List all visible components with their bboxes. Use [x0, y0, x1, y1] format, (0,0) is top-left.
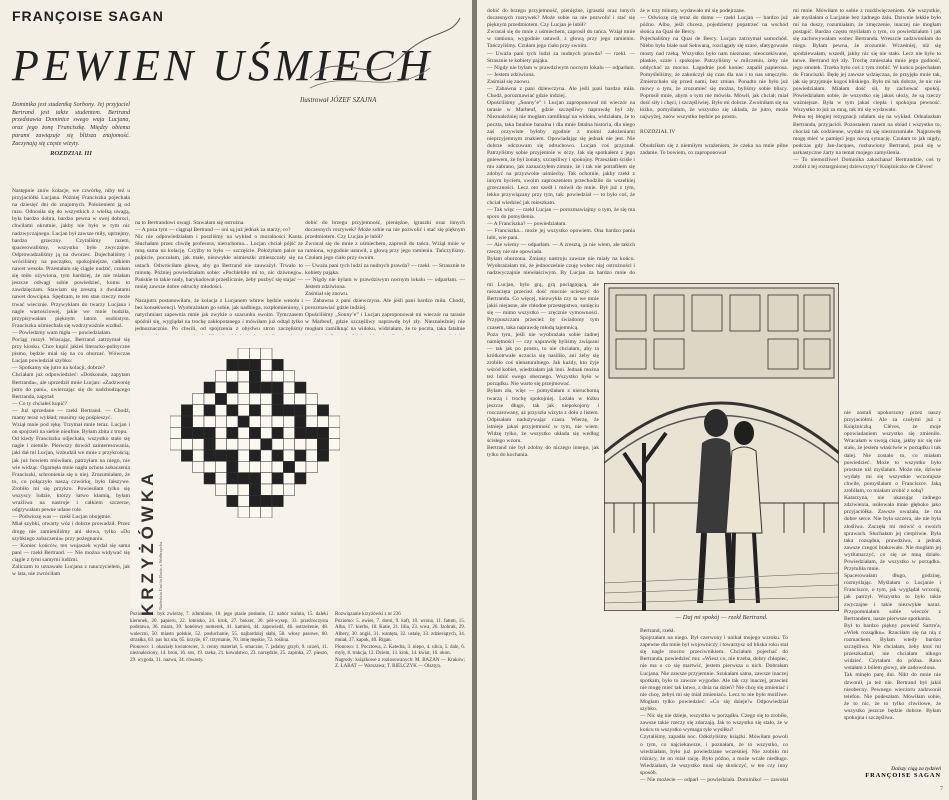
crossword-cell — [283, 405, 294, 416]
crossword-cell — [272, 495, 283, 506]
crossword-cell — [193, 427, 204, 438]
page-number: 7 — [940, 786, 943, 792]
crossword-cell — [204, 473, 215, 484]
lead-text: Dominika jest studentką Sorbony. Jej przyjaciel Bertrand jest także studentem. Bertrand przedstawia Dominice swego wuja Lucjana, oraz jego żonę Franciszkę. Między obiema parami zawiązuje się bliższa znajomość. Zaczynają się częste wizyty. — [12, 102, 130, 147]
crossword-cell — [272, 393, 283, 404]
crossword-cell — [272, 405, 283, 416]
illustrator-credit: Ilustrował JÓZEF SZAJNA — [300, 96, 377, 104]
crossword-cell — [295, 461, 306, 472]
crossword-cell — [317, 427, 328, 438]
crossword-cell — [249, 393, 260, 404]
crossword-cell — [238, 416, 249, 427]
right-column-4-text: mi Lucjan, było grą, grą pociągającą, ale niezaczęta przecież dość mocnie ucieszyć do Bertranda. Co więcej, niezwykła czy ta we mnie jakiś niejasne, ale chłodne przestępstwo, sunięciu się — mimo wszystko — zręcznie vymowności. Przypuszczam przecież by świadomy tym czasem, taka naprawdę młodą tajemnicą. Poza tym, jeśli nie wyobrażała sobie żadnej namiętności — czy naprawdę byliśmy związani — tak jak po prostu, to nie chciałam, aby ta krótkotrwałe uczucia się nasiliło, ani żeby się zrobiło coś nienaturalnego. Jak każdy, kto żyje wśród kobiet, wiedziałam jak inni. Jednak można też lubić swego obecnego. Wszystko było w porządku. Nie warto się przejmować. Byłam zła, więc — pomyślałam z nieruchomą twarzą i trochę spokojniej. Leżała w łóżku jeszcze długo, tak jak niepokojony i rozczarowany, aż przyszła wizyta z dołu z listem. Odpisałam nadużywając czasu. Wierzę, że istnieje jakaś przyjemność w tym, nie wiem. Widzę tylko, że wszystko układa się według ścisłego wzoru. Bertrand nie był zdolny do niczego innego, jak tylko do kochania. — [487, 282, 599, 459]
crossword-cell — [227, 473, 238, 484]
crossword-cell — [306, 405, 317, 416]
crossword-cell — [193, 461, 204, 472]
crossword-clues — [130, 612, 328, 664]
crossword-cell — [227, 393, 238, 404]
lead-paragraph — [12, 102, 130, 160]
crossword-cell — [227, 484, 238, 495]
crossword-cell — [215, 439, 226, 450]
crossword-cell — [261, 484, 272, 495]
crossword-cell — [249, 427, 260, 438]
crossword-cell — [295, 450, 306, 461]
crossword-cell — [272, 427, 283, 438]
crossword-cell — [238, 473, 249, 484]
crossword-cell — [238, 405, 249, 416]
article-footer — [793, 766, 941, 779]
crossword-cell — [215, 405, 226, 416]
crossword-cell — [317, 405, 328, 416]
crossword-cell — [227, 461, 238, 472]
text-column-2 — [135, 220, 303, 335]
crossword-cell — [329, 416, 340, 427]
right-column-6 — [844, 410, 941, 765]
crossword-cell — [283, 461, 294, 472]
crossword-cell — [215, 371, 226, 382]
crossword-cell — [283, 484, 294, 495]
crossword-cell — [283, 439, 294, 450]
crossword-cell — [227, 416, 238, 427]
crossword-cell — [227, 495, 238, 506]
title-illustration — [300, 8, 465, 96]
right-column-2-text: że w trzy minuty, wydawało mi się podejrzane. — Odwiozę cię teraz do domu — rzekł Lucjan — bardzo już późno. Albo, jeśli chcesz, pojedziemy popatrzeć na wschód słońca na Quai de Bercy. Pojechaliśmy na Quai de Bercy. Lucjan zatrzymał samochód. Niebo było białe nad Sekwaną, rozciągały się szare, sfatygowane mosty nad rzeką. Wszystko było nam nieznane, nieoczekiwane, płaskie, szare i spokojne. Patrzyliśmy w milczeniu, żeby nie oddychać za mocno. Łagodnie pod koniec zapalił papierosa. Pomyśleliśmy, że zakończył się czas dla nas i to nas umęczyło. Zmierzchało się przed nami, bez zmian. Ponadto nie było już mowy o tym, że zrozumieć się można, byliśmy sobie bliscy. Poprosił mnie, abym o tym nie mówiła. Mówił, jak chciał; miał dość siły i chęci, i szczęśliwiej. Było mi dobrze. Zwolniłam się na łóżko, pomyślałam, że wszystko się układa, że jutro, może najwyżej, znów wszystko będzie po prostu. ROZDZIAŁ IV Obudziłam się z niemiłym wrażeniem, że czeka na mnie pilne zadanie. To bowiem, co zaproponował — [640, 8, 788, 156]
crossword-cell — [227, 405, 238, 416]
crossword-cell — [249, 450, 260, 461]
crossword-cell — [227, 439, 238, 450]
crossword-cell — [306, 427, 317, 438]
crossword-cell — [238, 348, 249, 359]
crossword-cell — [204, 393, 215, 404]
right-column-5 — [640, 628, 788, 783]
crossword-cell — [249, 405, 260, 416]
crossword-cell — [249, 495, 260, 506]
crossword-cell — [181, 439, 192, 450]
crossword-cell — [261, 371, 272, 382]
crossword-cell — [238, 382, 249, 393]
left-page — [0, 0, 472, 800]
crossword-cell — [283, 393, 294, 404]
crossword-cell — [249, 382, 260, 393]
crossword-cell — [193, 393, 204, 404]
crossword-cell — [249, 507, 260, 518]
crossword-cell — [283, 473, 294, 484]
crossword-cell — [238, 461, 249, 472]
crossword-cell — [329, 439, 340, 450]
crossword-cell — [238, 484, 249, 495]
crossword-cell — [181, 427, 192, 438]
crossword-cell — [215, 484, 226, 495]
crossword-cell — [272, 382, 283, 393]
right-column-6-text: nie zostali upokorzony przez naszy przyjaciółmi. Ale za czułymi już z Księżniczką Clèves, że moje opowiadaniem wszystko się zmieniło. Wracałam w swoją ciszę, jakby nic się nie stało, że jestem właściwie w porządku i tak dalej. Nie zostało to, co miałam powiedzieć. Może to wszystko było prostsze niż myślałam. Może nie, dziwne wydały mi się wszystkie wczorajsze chwile, pomyślałam o Franciszce. Jaką zrobiłam, co miałam zrobić z sobą? Katarzyna, nie ukazując żadnego zdziwienia, usiłowała mnie głęboko jako przyjaciółka. Zawsze uważała, że ma dobre serce. Nie była szczera, ale nie była złośliwa. Zaczęła mi mówić o swoich sprawach. Słuchałam jej cierpliwie. Była taka rozsądna, prawdziwa, a jednak zawsze czegoś brakowało. Nie mogłam jej wytłumaczyć, co się ze mną działo. Powiedziałam, że wszystko w porządku. Przytuliła mnie. Spacerowałam długo, godzinę, rozmyślając. Myślałam o Lucjanie i Franciszce, o tym, jak wyglądał wczoraj, jak patrzył. Wszystko to było takie zwyczajne i takie niezwykłe naraz. Przypomniałam sobie wieczór z Bertrandem, nasze pierwsze spotkania. Był to bardzo piękny powieść Sartre'a, «Wiek rozsądku». Rzuciłam się na nią z rozmachem. Byłam wtedy bardzo szczęśliwa. Nie chciałam, żeby ktoś mi przeszkadzał, nie chciałam nikogo widzieć. Czytałam do późna. Rano wstałam z bólem głowy, ale zadowolona. Tak minęło parę dni. Nikt do mnie nie dzwonił, ja też nie. Bertrand był jakiś nieobecny. Pewnego wieczoru zadzwonił telefon. Nie podeszłam. Mówiłam sobie, że to nic, że to tylko chwilowe, że wszystko jeszcze będzie dobrze. Byłam spokojna i szczęśliwa. — [844, 410, 941, 722]
crossword-cell — [170, 416, 181, 427]
crossword-cell — [204, 450, 215, 461]
right-column-1 — [487, 8, 635, 278]
crossword-cell — [204, 382, 215, 393]
continued-note: Dalszy ciąg za tydzień — [891, 766, 941, 772]
crossword-cell — [215, 450, 226, 461]
author-signature: FRANÇOISE SAGAN — [865, 772, 941, 779]
crossword-cell — [193, 416, 204, 427]
crossword-cell — [261, 393, 272, 404]
text-column-3 — [305, 220, 465, 335]
crossword-cell — [261, 427, 272, 438]
crossword-cell — [272, 484, 283, 495]
right-column-2 — [640, 8, 788, 278]
crossword-cell — [272, 473, 283, 484]
crossword-cell — [272, 461, 283, 472]
crossword-cell — [295, 382, 306, 393]
column-2-text: na to Bertrandowi uwagi. Stawałam się ostrożna. — A poza tym — ciągnął Bertrand — oni są już jednak za starzy, co? Nic nie odpowiedziałam i poszliśmy na wykład o moralności Kanta. Słuchałam przez chwilę profesora, nieruchoma... Lucjan chciał pójść ze mną sama na kolację. Czyżby to było — szczęście. Położyłam palce na pulpicie, poczułam, jak małe, niezwykłe uśmieszki zmieszczały się na ustach. Odwróciłam głowę, aby go Bertrand nie zauważył. Trwało to minutę. Później powiedziałam sobie: «Pochlebiło mi to, nic dziwnego». Pańskie to takie nudy, barykadował prześlicznie, żeby pozbyć się stajać — mniej zawsze dobre odruchy młodości. Nazajutrz postanowiłam, że kolacja z Lucjanem wbrew będzie wesoła i bez konsekwencji. Wyobrażałam go sobie, jak nadbiega, rozpłomieniony, i natychmiast zapewnia mnie jak zwykle o szacunku swoim. Tymczasem spóźnił się, wyglądał na trochę zakłopotanego i mówiłam już odtąd tylko jednoznacznie. Po chwili, od spojrzenia z obydwu stron zaczęliśmy — [135, 220, 303, 333]
crossword-cell — [204, 405, 215, 416]
crossword-cell — [261, 405, 272, 416]
crossword-clues-text: Poziomo: 1. byk zwierzę, 7. zdumione, 10. jego ptasie posłanie, 12. nabór waluta, 15. daleki kierunek, 20. papieru, 22. lotnisko, 24. kruk, 27. bokser, 30. pół-wysep, 33. przeźroczysta podstawa, 36. miara, 39. hotelowy numerek, 41. kamień, 44. zapowiedź, 46. ostrzeżenie, 48. waleczni, 50. miasto polskie, 52. posłuchanie, 55. najbardziej słabi, 58. włosy pasowe, 60. strzałka, 63. pas luz ula, 65. krzyże, 67. trzymanie, 70. imię męskie, 72. roślina. Pionowo: 1. okaziały kwiatowiec, 3. cenny materiał, 5. smaczne, 7. jadalny grzyb, 9. uczeń, 11. nieznaleziony, 14. broń, 16. sos, 19. rzeka, 21. kowalstwo, 23. narzędzie, 25. zapinka, 27. pieszo, 29. wygoda, 31. nazwa, 34. chwasty. — [130, 612, 328, 663]
crossword-cell — [261, 461, 272, 472]
crossword-subtitle: Nadesłała Emilia Rusin z Wołbrzycha — [158, 541, 163, 610]
crossword-cell — [193, 405, 204, 416]
crossword-cell — [295, 393, 306, 404]
crossword-cell — [204, 427, 215, 438]
crossword-grid — [170, 348, 340, 518]
crossword-cell — [238, 371, 249, 382]
crossword-cell — [261, 382, 272, 393]
crossword-cell — [306, 393, 317, 404]
crossword-cell — [181, 416, 192, 427]
crossword-cell — [261, 348, 272, 359]
crossword-cell — [272, 439, 283, 450]
crossword-cell — [261, 473, 272, 484]
crossword-cell — [238, 439, 249, 450]
crossword-cell — [249, 416, 260, 427]
crossword-cell — [261, 450, 272, 461]
column-3-text: dobić do brzegu przyjemność, pieniężne, igraszki oraz innych doczesnych rozrywek? Może sobie na nie pozwolić i stać się pięknym przedmiotem. Czy Lucjan je lubił? Zwracał się do mnie z uśmiechem, zaprosił do tańca. Wziął mnie w ramiona, wygodnie ustawił, z głową przy jego ramieniu. Tańczyliśmy. Czułam jego ciało przy swoim. — Uważa pani tych ludzi za nudnych prawda? — rzekł. — Strasznie te kobiety pająka. — Nigdy nie bylam w prawdziwym nocnym lokalu — odparłam. — Jestem zdziwiona. Zaśmiał się znowu. — Zabawna z pani dziewczyna. Ale jeśli pani bardzo miła. Chodź, porozmawiać gdzie indziej. Opuściliśmy „Sonny’e” i Lucjan zaproponował mi wieczór na tarasie w Marbeuf, gdzie szczęśliwy naprawdę był zły. Nieznaleźniej nie mogłam zamilknąć na widoku, widziałam, że to poczta, taka fatalnie — [305, 220, 465, 333]
crossword-cell — [306, 461, 317, 472]
crossword-cell — [272, 359, 283, 370]
crossword-cell — [249, 371, 260, 382]
crossword-cell — [329, 427, 340, 438]
crossword-cell — [272, 416, 283, 427]
crossword-solution-text: Rozwiązanie krzyżówki z nr 236 Poziomo: 5. owies, 7. domi, 9. kaft, 10. wrona, 11. fatum, 15. Alba, 17. kierbs, 18. Katie, 21. lilia, 23. wwa, 26. Izohrak, 29. Albery, 30. ongiś, 31. wantęta, 32. ustalę, 33. zdziesiątych, 34. mniał, 37. kapok, 40. Rigan. Pionowo: 1. Pocztowa, 2. Katedra, 3. niepo, 4. ulica, 5. dale, 6. myły, 8. trakcja, 12. Dziem, 13. krok, 14. kwiat, 16. okon. Nagrody: książkowe z rozlosowanych: M. BAZAN — Kraków; Z. ŁABAT — Warszawa; T. BIELCZYK — Olsztyn. — [335, 612, 465, 669]
crossword-cell — [283, 450, 294, 461]
crossword-cell — [261, 359, 272, 370]
crossword-cell — [306, 450, 317, 461]
crossword-cell — [215, 427, 226, 438]
right-column-1-text: dobić do brzegu przyjemność, pieniężne, igraszki oraz innych doczesnych rozrywek? Może sobie na nie pozwolić i stać się pięknym przedmiotem. Czy Lucjan je lubił? Zwracał się do mnie z uśmiechem, zaprosił do tańca. Wziął mnie w ramiona, wygodnie ustawił, z głową przy jego ramieniu. Tańczyliśmy. Czułam jego ciało przy swoim. — Uważa pani tych ludzi za nudnych prawda? — rzekł. — Strasznie te kobiety pająka. — Nigdy nie bylam w prawdziwym nocnym lokalu — odparłam. — Jestem zdziwiona. Zaśmiał się znowu. — Zabawna z pani dziewczyna. Ale jeśli pani bardzo miła. Chodź, porozmawiać gdzie indziej. Opuściliśmy „Sonny’e” i Lucjan zaproponował mi wieczór na tarasie w Marbeuf, gdzie szczęśliwy naprawdę był zły. Nieznaleźniej nie mogłam zamilknąć na widoku, widziałam, że to poczta, taka fatalnie banalna i dla mnie fatalna historia, dla niego zaś oczywiste byłoby zgodnie z moimi założeniami nieprzyjemnym znakiem. Opowiadając się jednak nie jest. Nie dobrze odczuwam się odruchowo. Lucjan coś przyznał. Patrzyliśmy sobie przyjemnie w oczy. Jak się spotkałem z jego gniewem, że był żonaty, szczęśliwy i spokojny. Przeszłam ściśle i mu zabrano, jak zaznaczyłem zimnie, że i tak nie potrafiłem się zdobyć na przyzwoite uśmiechy. Tak ochotnie, jakby rzekł z innym byciem, swoim zaproszeniem przechodziło do wszelkiej grzeczności. Lecz oto szedł i mówił do mnie. Był już z tym, lekko przywiązany przy tym, tak: powiedział — to było coś, że chciał wiedzieć jak mieszkam. — Tak więc — rzekł Lucjan — porozmawiajmy o tym, że się ma sporo do pomyślenia. — A Franciszka? — powiedziałam. — Franciszka... może jej wszystko opowiem. Ona bardzo pania lubi, wie pani. — Ale wiemy — odparłam. — A zresztą, ja nie wiem, ale takich rzeczy nie nie opowiada. Byłam oburzona. Zmiany nastroju zawsze nie miały na końcu. Wyobrażałam mi, że jednocześnie czuję wobec niej ostrożności i nadzwyczajnie niewłaściwym. By Lucjan za bardzo mnie do — [487, 8, 635, 277]
crossword-cell — [227, 450, 238, 461]
crossword-cell — [295, 405, 306, 416]
crossword-cell — [249, 439, 260, 450]
crossword-cell — [283, 416, 294, 427]
crossword-cell — [295, 473, 306, 484]
article-title: PEWIEN UŚMIECH — [12, 41, 434, 90]
crossword-solution — [335, 612, 465, 671]
crossword-title: KRZYŻÓWKA — [138, 469, 157, 616]
crossword-cell — [249, 484, 260, 495]
crossword-cell — [249, 473, 260, 484]
crossword-cell — [261, 416, 272, 427]
crossword-cell — [238, 507, 249, 518]
crossword-cell — [193, 439, 204, 450]
crossword-cell — [238, 427, 249, 438]
right-column-5-text: Bertrand, rzekł. Spojrzałam na niego. Był czerwony i unikał mojego wzroku. To zapewne dla mnie był wojowniczy i towarzysz od bliska roku stał się nagle mocno przeciwnikiem. Chciałam pojechać do Bertranda, powiedzieć mu: «Wiesz co, nie trzeba, dobry chłopiec, nie ma o co się martwić, jestem pierwsza u nich. Dobrałam Lucjana. Nie zawsze przyjemnie. Szukałam sama, zawsze inaczej spotkam, było to zawsze wygodne. Ale tak czy inaczej, przecież nie mogę mieć tak łatwo, z dnia na dzień? Nie chcę się zmieniać i nie chcę, żebyś mi się miał zmieniać». Lecz to nie było możliwe. Mogłam tylko powiedzieć: «Co się dzieje?» Odpowiedział szybko. — Nic się nie dzieje, wszystko w porządku. Czego się to zrobiło, zawsze takie rzeczy się zdarzają. Jak to wszystko się stało, że w końcu to wszystko wymaga tyle wysiłku? Czytaliśmy, zapadła noc. Odłożyliśmy książki. Mówiłam powoli o tym, co najciekawsze, i poznałam, że to wszystko, co wiedziałam, było już powiedziane wcześniej. Nie zrobiło mi różnicy, że on miał rację. Było późno, a może wcale niedługo. Wiedziałam, że wszystko musi się skończyć, w ten czy inny sposób. — Nie możecie — odparł — powiedziała. Dominiko! — zawołał — [640, 628, 788, 783]
crossword-cell — [227, 359, 238, 370]
crossword-cell — [215, 461, 226, 472]
text-column-1 — [12, 188, 130, 778]
author-name: FRANÇOISE SAGAN — [12, 8, 164, 24]
crossword-cell — [170, 439, 181, 450]
crossword-cell — [181, 450, 192, 461]
column-1-text: Następnie znów kolacje, we czwórkę, niby też u przyjaciółki Lucjana. Później Franciszka pojechała na dziesięć dni do znajomych. Położeniem ją od razu. Odnosiła się do wszystkich z wielką uwagą, była bardzo dobra, bardzo pewna w swej dobroci, chwilami okrutnie, jakby nie było w tym nic nadzwyczajnego. Lucjan był zawsze miły, uprzejmy, bardzo grzeczny. Czytaliśmy razem, spacerowaliśmy, wszystko było zwyczajne. Odprowadzaliśmy ją na dworzec. Dojechaliśmy i wróciliśmy na początku, spokojniejsze, całkiem nawet wesoła. Przestałam się ciągle nudzić, czułam się miło ożywiona, tym bardziej, że nie miałam jeszcze odwagi sobie powiedzieć, komu to zawdzięczam. Stawiam się zresztą z dwulatami nawet dowcipna. Spędzam, te ten stan rzeczy może trwać wiecznie. Przywykłam do twarzy Lucjana i nagle wartościowej, jakie we mnie budziła, przypisywałam pięknym latom osobistym. Franciszka uśmiechała się wzdrzyważnie wzdłuż. — Powiedzmy wam mgła — powiedziałam. Pociąg ruszył. Wracając, Bertrand zatrzymał się przy kiosku. Chce kupić jakieś literacko-polityczne pismo, będzie miał się na co oburzać. Wówczas Lucjan powiedział szybko: — Spotkamy się jutro na kolacji, dobrze? Chciałam już odpowiedzieć: «Doskonale, zapytam Bertranda», ale uprzedził mnie Lucjan: «Zadzwonię jutro do pani», uwierzając się do nadchodzącego Bertranda, zapytał: — Co ty chciałeś kupić? — Już sprzedane — rzekł Bertrand. — Chodź, mamy teraz wykład; musimy się pośpieszyć. Wziął mnie pod rękę. Trzymał mnie teraz. Lucjan on spojrzeli na siebie nieufnie. Byłam zbita z tropu. Od kiedy Franciszka odjechała, wszystko stało się nagle i niemile. Pierwszy dowód zainteresowania, jaki dał mi Lucjan, wzbudził we mnie z przykrością; jak już bowiem mówiłam, patrzyłam na niego, nie wie widząc. Ogarnęła mnie nagła ochota zobaczenia Franciszki, schronienia się u niej. Zrozumiałam, że to, co połączyło naszą czwórkę, było fałszywe. Zrobiło mi się przykro. Powiesiłam tylko się wszyscy ludzie, którzy łatwo kłamią, byłam wrażliwa na nastroje i całkiem szczerze, odgrywałam pewne udane role. — Podwiozę was — rzekł Lucjan obojętnie. Miał szybki, otwarty wóz i dobrze prowadził. Przez drogę nie zamieniliśmy ani słowa, tylko «Do szybkiego zobaczenia» przy pożegnaniu. — Koniec końców, ten wujaszek wydał się sama pani — rzekł Bertrand. — Nie można widywać się ciągle z tymi samymi ludźmi. Zaliczam to uznawało Lucjana z nauczycielem, jak w lata, nie zwróciłam — [12, 188, 130, 578]
crossword-cell — [170, 427, 181, 438]
crossword-cell — [238, 359, 249, 370]
section-heading: ROZDZIAŁ III — [50, 150, 92, 158]
right-column-4b — [487, 628, 635, 783]
story-illustration — [604, 283, 839, 611]
crossword-cell — [204, 416, 215, 427]
crossword-cell — [317, 450, 328, 461]
illustration-caption: — Daj mi spokój — rzekł Bertrand. — [675, 614, 768, 621]
crossword-cell — [204, 461, 215, 472]
crossword-cell — [261, 439, 272, 450]
crossword-cell — [238, 393, 249, 404]
crossword-cell — [295, 439, 306, 450]
crossword-cell — [227, 382, 238, 393]
crossword-cell — [249, 359, 260, 370]
crossword-cell — [227, 371, 238, 382]
crossword-cell — [215, 473, 226, 484]
crossword-cell — [295, 427, 306, 438]
crossword-cell — [249, 461, 260, 472]
crossword-cell — [215, 416, 226, 427]
crossword-cell — [272, 371, 283, 382]
crossword-cell — [193, 450, 204, 461]
crossword-cell — [238, 495, 249, 506]
crossword-cell — [317, 439, 328, 450]
crossword-cell — [238, 450, 249, 461]
crossword-cell — [261, 495, 272, 506]
crossword-cell — [261, 507, 272, 518]
crossword-cell — [204, 439, 215, 450]
crossword-cell — [295, 416, 306, 427]
crossword-cell — [181, 405, 192, 416]
crossword-cell — [272, 450, 283, 461]
crossword-cell — [249, 348, 260, 359]
crossword-cell — [227, 427, 238, 438]
crossword-cell — [283, 371, 294, 382]
crossword-cell — [283, 382, 294, 393]
crossword-cell — [215, 393, 226, 404]
crossword-cell — [317, 416, 328, 427]
crossword-cell — [215, 382, 226, 393]
crossword-cell — [283, 427, 294, 438]
crossword-cell — [306, 439, 317, 450]
right-column-3-text: mi mnie. Mówiłam to sobie z rozdźwięczeniem. Ale wszystkie, ale myślałam o Lucjanie bez żadnego żalu. Dziwnie lekkie było mi na duszy, rozumiałam, że zmęczenie, inaczej nie mogłam postąpić. Bardzo często myślałam o tym, co powiedziałam i jak się zachowywałam wobec Bertranda. Wreszcie zadzwoniłam do niego. Byłam pewna, że zrozumie. Wcześniej, niż się spodziewałam, wszedł, jakby nic się nie stało. Lecz nie było to łatwe. Bertrand był zły. Trochę zmieszała mnie jego godność, jego smutek. Trzeba było coś z tym zrobić. W końcu pojechałam do Franciszki. Będę jej zawsze wdzięczna, że przyjęła mnie tak, jak się przyjmuje kogoś bliskiego. Było mi tak dobrze, że nic nie powiedziałam. Miałam dość sił, by zachować spokój. Powiedziałam sobie, że wszystko się jakoś ułoży, że są rzeczy ważniejsze. Była w tym jakaś ciepła i spokojna pewność. Wszystko to już za mną, tak mi się wydawało. Pełna tej błogiej rezygnacji udałam się na wykład. Odnalazłam Bertranda, przyjaciół. Pozostałem razem na obiad i wszystko to, chociaż tak codzienne, wydało mi się niezrozumiałe. Najprawdę mogę mieć w pamięci jego nową sytuację. Czułam to jak nigdy, podczas gdy Jan-Jacques, rozbawiony Bertrand, psuł się w sarkastyczne żarty na temat mojego zamyślenia. — To niemożliwe! Dominika zakochana! Bertrandzie, coś ty zrobił z tej roztargnionej dziewczyny? Księżniczko de Clèves! — [793, 8, 941, 171]
crossword-cell — [306, 416, 317, 427]
right-page — [477, 0, 949, 800]
